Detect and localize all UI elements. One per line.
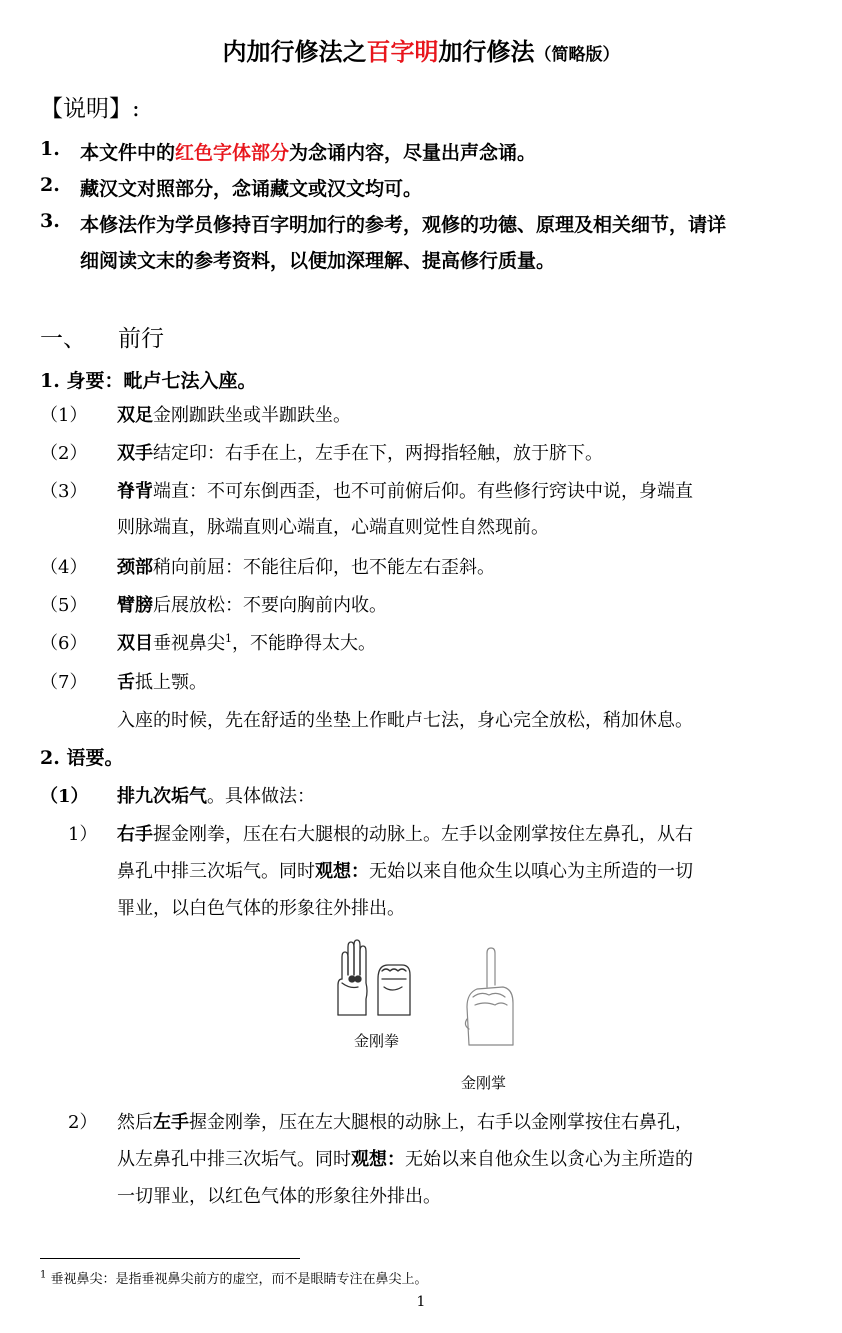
note-1 bbox=[0, 138, 842, 168]
title-suffix: 加行修法 bbox=[438, 37, 535, 66]
step-text: 无始以来自他众生以嗔心为主所造的一切 bbox=[369, 861, 693, 882]
note-text: 本文件中的 bbox=[80, 142, 176, 164]
item-number: （3） bbox=[40, 481, 88, 502]
item-keyword: 臂膀 bbox=[117, 595, 153, 616]
vajra-fist-figure bbox=[330, 935, 420, 1025]
vajra-fist-icon bbox=[330, 935, 420, 1025]
step-text: 然后 bbox=[117, 1112, 153, 1133]
item-text: 则脉端直，脉端直则心端直，心端直则觉性自然现前。 bbox=[117, 517, 549, 538]
step-number: 2） bbox=[68, 1112, 98, 1133]
posture-item bbox=[0, 553, 842, 583]
note-number: 2. bbox=[40, 174, 60, 196]
vajra-palm-figure bbox=[455, 945, 525, 1050]
item-number: （7） bbox=[40, 672, 88, 693]
footnote-divider bbox=[40, 1258, 300, 1259]
item-text: 后展放松：不要向胸前内收。 bbox=[153, 595, 387, 616]
item-text: ，不能睁得太大。 bbox=[232, 633, 376, 654]
step-text: 从左鼻孔中排三次垢气。同时 bbox=[117, 1149, 351, 1170]
step-text: 无始以来自他众生以贪心为主所造的 bbox=[405, 1149, 693, 1170]
step-text: 握金刚拳，压在左大腿根的动脉上，右手以金刚掌按住右鼻孔， bbox=[189, 1112, 693, 1133]
item-keyword: 脊背 bbox=[117, 481, 153, 502]
step-text: 握金刚拳，压在右大腿根的动脉上。左手以金刚掌按住左鼻孔，从右 bbox=[153, 824, 693, 845]
title-note: （简略版） bbox=[534, 45, 620, 65]
item-keyword: 观想： bbox=[315, 861, 369, 882]
item-text: 。具体做法： bbox=[207, 786, 315, 807]
page-title bbox=[0, 32, 842, 67]
vajra-palm-icon bbox=[455, 945, 525, 1050]
footnote bbox=[40, 1268, 428, 1287]
note-3 bbox=[0, 210, 842, 280]
note-text: 为念诵内容，尽量出声念诵。 bbox=[289, 142, 537, 164]
posture-item bbox=[0, 401, 842, 431]
item-keyword: 双足 bbox=[117, 405, 153, 426]
item-keyword: 左手 bbox=[153, 1112, 189, 1133]
note-2 bbox=[0, 174, 842, 204]
title-prefix: 内加行修法之 bbox=[222, 37, 367, 66]
item-number: （4） bbox=[40, 557, 88, 578]
step-1 bbox=[0, 820, 842, 930]
posture-item bbox=[0, 668, 842, 698]
item-text: 垂视鼻尖 bbox=[153, 633, 225, 654]
item-text: 结定印：右手在上，左手在下，两拇指轻触，放于脐下。 bbox=[153, 443, 603, 464]
speech-subheading bbox=[0, 782, 842, 812]
footnote-mark: 1 bbox=[40, 1269, 47, 1281]
item-text: 稍向前屈：不能往后仰，也不能左右歪斜。 bbox=[153, 557, 495, 578]
item-keyword: 排九次垢气 bbox=[117, 786, 207, 807]
page-number: 1 bbox=[416, 1294, 426, 1310]
posture-item bbox=[0, 591, 842, 621]
note-number: 3. bbox=[40, 210, 60, 232]
item-keyword: 颈部 bbox=[117, 557, 153, 578]
posture-heading: 1. 身要：毗卢七法入座。 bbox=[40, 370, 257, 392]
section-heading bbox=[40, 320, 440, 353]
footnote-text: 垂视鼻尖：是指垂视鼻尖前方的虚空，而不是眼睛专注在鼻尖上。 bbox=[50, 1272, 428, 1287]
vajra-palm-caption: 金刚掌 bbox=[461, 1074, 507, 1092]
step-number: 1） bbox=[68, 824, 98, 845]
item-number: （1） bbox=[40, 405, 88, 426]
explain-heading: 【说明】: bbox=[40, 96, 140, 122]
item-keyword: 双目 bbox=[117, 633, 153, 654]
note-number: 1. bbox=[40, 138, 60, 160]
posture-item bbox=[0, 477, 842, 547]
section-number: 一、 bbox=[40, 326, 86, 352]
section-title: 前行 bbox=[118, 326, 164, 352]
step-2 bbox=[0, 1108, 842, 1218]
item-keyword: 舌 bbox=[117, 672, 135, 693]
item-text: 抵上颚。 bbox=[135, 672, 207, 693]
footnote-ref[interactable]: 1 bbox=[225, 632, 232, 645]
step-text: 鼻孔中排三次垢气。同时 bbox=[117, 861, 315, 882]
vajra-fist-caption: 金刚拳 bbox=[354, 1032, 400, 1050]
posture-closing: 入座的时候，先在舒适的坐垫上作毗卢七法，身心完全放松，稍加休息。 bbox=[117, 710, 693, 731]
note-text: 藏汉文对照部分，念诵藏文或汉文均可。 bbox=[80, 178, 423, 200]
step-text: 一切罪业，以红色气体的形象往外排出。 bbox=[117, 1186, 441, 1207]
posture-item bbox=[0, 439, 842, 469]
item-number: （1） bbox=[40, 786, 89, 807]
note-red-text: 红色字体部分 bbox=[175, 142, 290, 164]
item-number: （5） bbox=[40, 595, 88, 616]
item-number: （2） bbox=[40, 443, 88, 464]
title-highlight: 百字明 bbox=[366, 37, 439, 66]
step-text: 罪业，以白色气体的形象往外排出。 bbox=[117, 898, 405, 919]
speech-heading: 2. 语要。 bbox=[40, 747, 124, 769]
posture-item bbox=[0, 629, 842, 659]
note-text: 本修法作为学员修持百字明加行的参考，观修的功德、原理及相关细节，请详 bbox=[80, 214, 727, 236]
item-number: （6） bbox=[40, 633, 88, 654]
item-keyword: 双手 bbox=[117, 443, 153, 464]
item-text: 金刚跏趺坐或半跏趺坐。 bbox=[153, 405, 351, 426]
item-keyword: 右手 bbox=[117, 824, 153, 845]
item-keyword: 观想： bbox=[351, 1149, 405, 1170]
note-text: 细阅读文末的参考资料，以便加深理解、提高修行质量。 bbox=[80, 250, 556, 272]
item-text: 端直：不可东倒西歪，也不可前俯后仰。有些修行窍诀中说，身端直 bbox=[153, 481, 693, 502]
